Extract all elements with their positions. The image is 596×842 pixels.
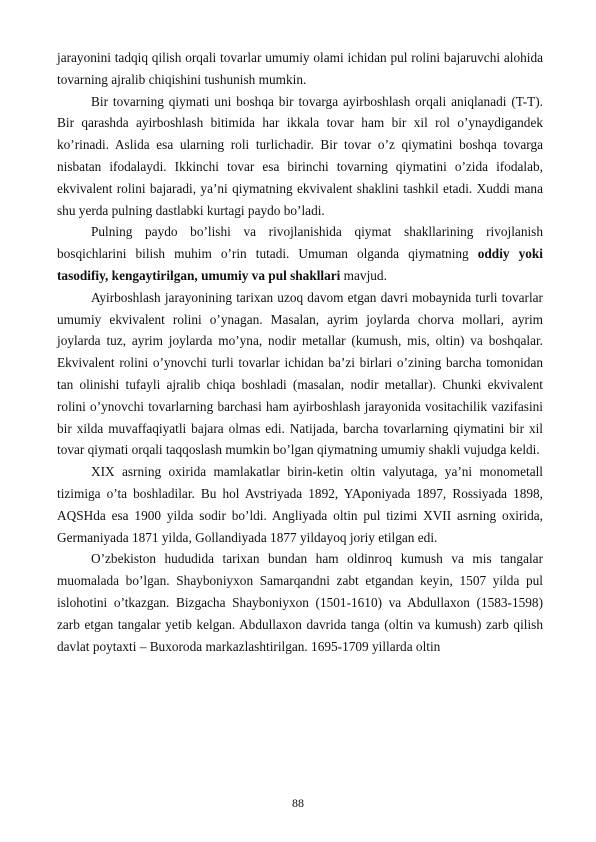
- paragraph-2: Bir tovarning qiymati uni boshqa bir tovarga ayirboshlash orqali aniqlanadi (T-T). Bir qarashda ayirboshlash bitimida har ikkala tovar ham bir xil rol o’ynaydigandek ko’rinadi. Aslida esa ularning roli turlichadir. Bir tovar o’z qiymatini boshqa tovarga nisbatan ifodalaydi. Ikkinchi tovar esa birinchi tovarning qiymatini o’zida ifodalab, ekvivalent rolini bajaradi, ya’ni qiymatning ekvivalent shaklini tashkil etadi. Xuddi mana shu yerda pulning dastlabki kurtagi paydo bo’ladi.: [57, 93, 543, 218]
- paragraph-3: [57, 221, 543, 286]
- page-number: 88: [292, 796, 304, 810]
- paragraph-1: jarayonini tadqiq qilish orqali tovarlar umumiy olami ichidan pul rolini bajaruvchi alohida tovarning ajralib chiqishini tushunish mumkin.: [57, 50, 543, 87]
- paragraph-3-text-before: Pulning paydo bo’lishi va rivojlanishida qiymat shakllarining rivojlanish bosqichlarini bilish muhim o’rin tutadi. Umuman olganda qiymatning: [57, 224, 543, 262]
- paragraph-3-bold-text: oddiy yoki tasodifiy, kengaytirilgan, umumiy va pul shakllari: [57, 246, 543, 283]
- paragraph-6: O’zbekiston hududida tarixan bundan ham oldinroq kumush va mis tangalar muomalada bo’lgan. Shayboniyxon Samarqandni zabt etgandan keyin, 1507 yilda pul islohotini o’tkazgan. Bizgacha Shayboniyxon (1501-1610) va Abdullaxon (1583-1598) zarb etgan tangalar yetib kelgan. Abdullaxon davrida tanga (oltin va kumush) zarb qilish davlat poytaxti – Buxoroda markazlashtirilgan. 1695-1709 yillarda oltin: [57, 551, 543, 654]
- paragraph-4: Ayirboshlash jarayonining tarixan uzoq davom etgan davri mobaynida turli tovarlar umumiy ekvivalent rolini o’ynagan. Masalan, ayrim joylarda chorva mollari, ayrim joylarda tuz, ayrim joylarda mo’yna, nodir metallar (kumush, mis, oltin) va boshqalar. Ekvivalent rolini o’ynovchi turli tovarlar ichidan ba’zi birlari o’zining barcha tomonidan tan olinishi tufayli ajralib chiqa boshladi (masalan, nodir metallar). Chunki ekvivalent rolini o’ynovchi tovarlarning barchasi ham ayirboshlash jarayonida vositachilik vazifasini bir xilda muvaffaqiyatli bajara olmas edi. Natijada, barcha tovarlarning qiymatini bir xil tovar qiymati orqali taqqoslash mumkin bo’lgan qiymatning umumiy shakli vujudga keldi.: [57, 289, 543, 458]
- body-text: [57, 47, 543, 657]
- paragraph-5: XIX asrning oxirida mamlakatlar birin-ketin oltin valyutaga, ya’ni monometall tizimiga o’ta boshladilar. Bu hol Avstriyada 1892, YAponiyada 1897, Rossiyada 1898, AQSHda esa 1900 yilda sodir bo’ldi. Angliyada oltin pul tizimi XVII asrning oxirida, Germaniyada 1871 yilda, Gollandiyada 1877 yildayoq joriy etilgan edi.: [57, 464, 543, 545]
- paragraph-3-text-after: mavjud.: [340, 267, 387, 283]
